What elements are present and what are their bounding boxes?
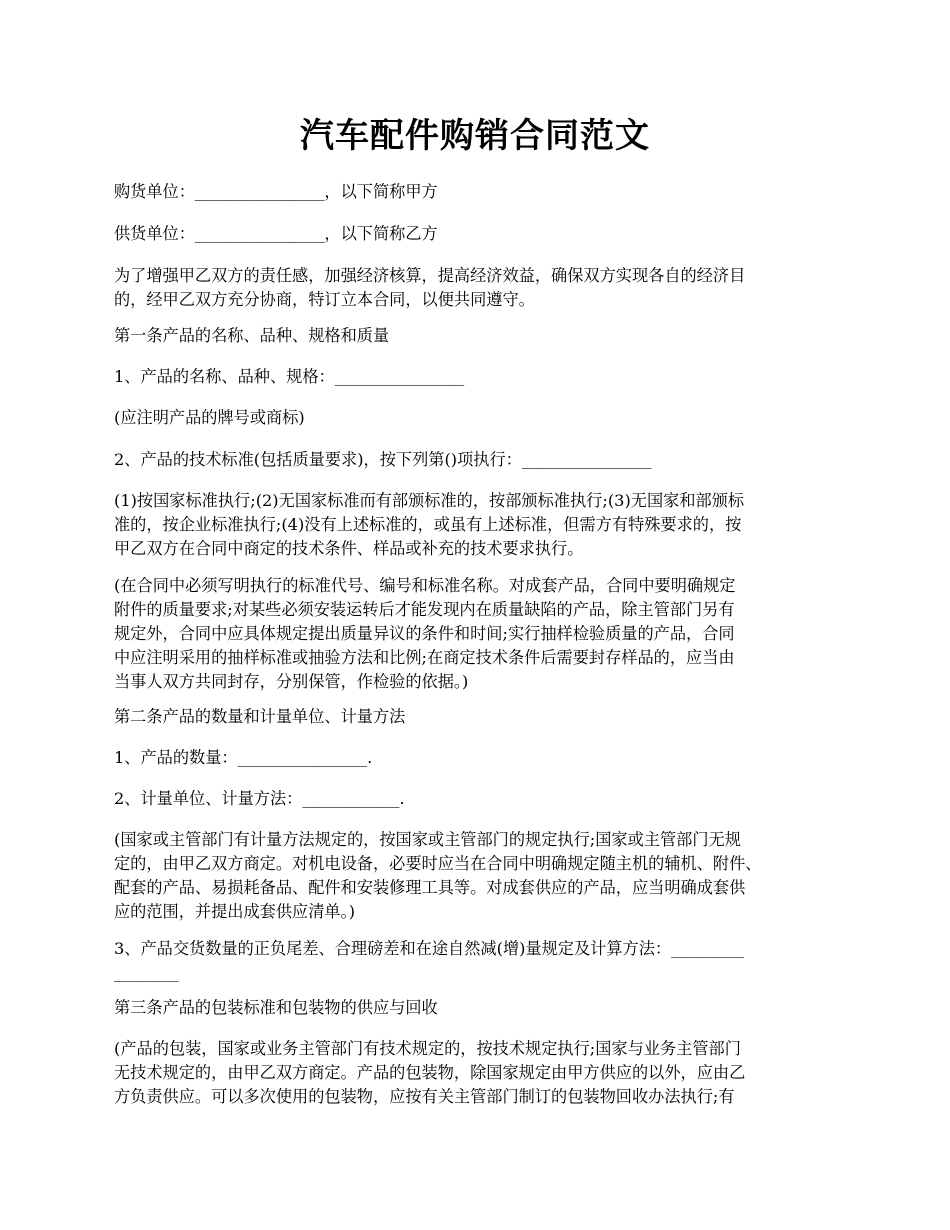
text-line: 3、产品交货数量的正负尾差、合理磅差和在途自然减(增)量规定及计算方法：_________ (114, 939, 744, 958)
text-line: 为了增强甲乙双方的责任感，加强经济核算，提高经济效益，确保双方实现各自的经济目 (114, 266, 746, 285)
text-line: 应的范围，并提出成套供应清单。) (114, 902, 356, 921)
article-3-heading (114, 996, 854, 1020)
text-line: (1)按国家标准执行;(2)无国家标准而有部颁标准的，按部颁标准执行;(3)无国家和部颁标 (114, 491, 745, 510)
buyer-line (114, 180, 854, 204)
text-line: 甲乙双方在合同中商定的技术条件、样品或补充的技术要求执行。 (114, 539, 584, 558)
supplier-line (114, 222, 854, 246)
text-line: 供货单位：________________，以下简称乙方 (114, 224, 438, 243)
article-1-note (114, 406, 854, 430)
text-line: (国家或主管部门有计量方法规定的，按国家或主管部门的规定执行;国家或主管部门无规 (114, 830, 741, 849)
text-line: 无技术规定的，由甲乙双方商定。产品的包装物，除国家规定由甲方供应的以外，应由乙 (114, 1063, 746, 1082)
text-line: 的，经甲乙双方充分协商，特订立本合同，以便共同遵守。 (114, 290, 535, 309)
text-line: (产品的包装，国家或业务主管部门有技术规定的，按技术规定执行;国家与业务主管部门 (114, 1039, 741, 1058)
text-line: 1、产品的数量：________________. (114, 748, 373, 767)
text-line: 当事人双方共同封存，分别保管，作检验的依据。) (114, 672, 469, 691)
text-line: 2、计量单位、计量方法：____________. (114, 789, 405, 808)
text-line: 第一条产品的名称、品种、规格和质量 (114, 326, 390, 345)
article-1-item-2 (114, 448, 854, 472)
text-line: (在合同中必须写明执行的标准代号、编号和标准名称。对成套产品，合同中要明确规定 (114, 576, 736, 595)
text-line: 2、产品的技术标准(包括质量要求)，按下列第()项执行：________________ (114, 450, 652, 469)
text-line: 准的，按企业标准执行;(4)没有上述标准的，或虽有上述标准，但需方有特殊要求的，按 (114, 515, 742, 534)
measurement-note-paragraph (114, 828, 854, 924)
document-title: 汽车配件购销合同范文 (300, 116, 650, 156)
article-2-item-2 (114, 787, 854, 811)
text-line: 中应注明采用的抽样标准或抽验方法和比例;在商定技术条件后需要封存样品的，应当由 (114, 648, 735, 667)
text-line: 第二条产品的数量和计量单位、计量方法 (114, 707, 406, 726)
text-line: ________ (114, 963, 179, 982)
text-line: (应注明产品的牌号或商标) (114, 408, 305, 427)
text-line: 附件的质量要求;对某些必须安装运转后才能发现内在质量缺陷的产品，除主管部门另有 (114, 600, 735, 619)
article-2-heading (114, 705, 854, 729)
article-1-item-1 (114, 365, 854, 389)
article-1-heading (114, 324, 854, 348)
text-line: 配套的产品、易损耗备品、配件和安装修理工具等。对成套供应的产品，应当明确成套供 (114, 878, 746, 897)
text-line: 购货单位：________________，以下简称甲方 (114, 182, 438, 201)
standards-paragraph (114, 489, 854, 561)
article-2-item-3 (114, 937, 854, 985)
packaging-note-paragraph (114, 1037, 854, 1109)
article-2-item-1 (114, 746, 854, 770)
text-line: 1、产品的名称、品种、规格：________________ (114, 367, 465, 386)
text-line: 定的，由甲乙双方商定。对机电设备，必要时应当在合同中明确规定随主机的辅机、附件、 (114, 854, 762, 873)
text-line: 规定外，合同中应具体规定提出质量异议的条件和时间;实行抽样检验质量的产品，合同 (114, 624, 735, 643)
text-line: 第三条产品的包装标准和包装物的供应与回收 (114, 998, 438, 1017)
quality-note-paragraph (114, 574, 854, 694)
text-line: 方负责供应。可以多次使用的包装物，应按有关主管部门制订的包装物回收办法执行;有 (114, 1087, 735, 1106)
preamble-paragraph (114, 264, 854, 312)
